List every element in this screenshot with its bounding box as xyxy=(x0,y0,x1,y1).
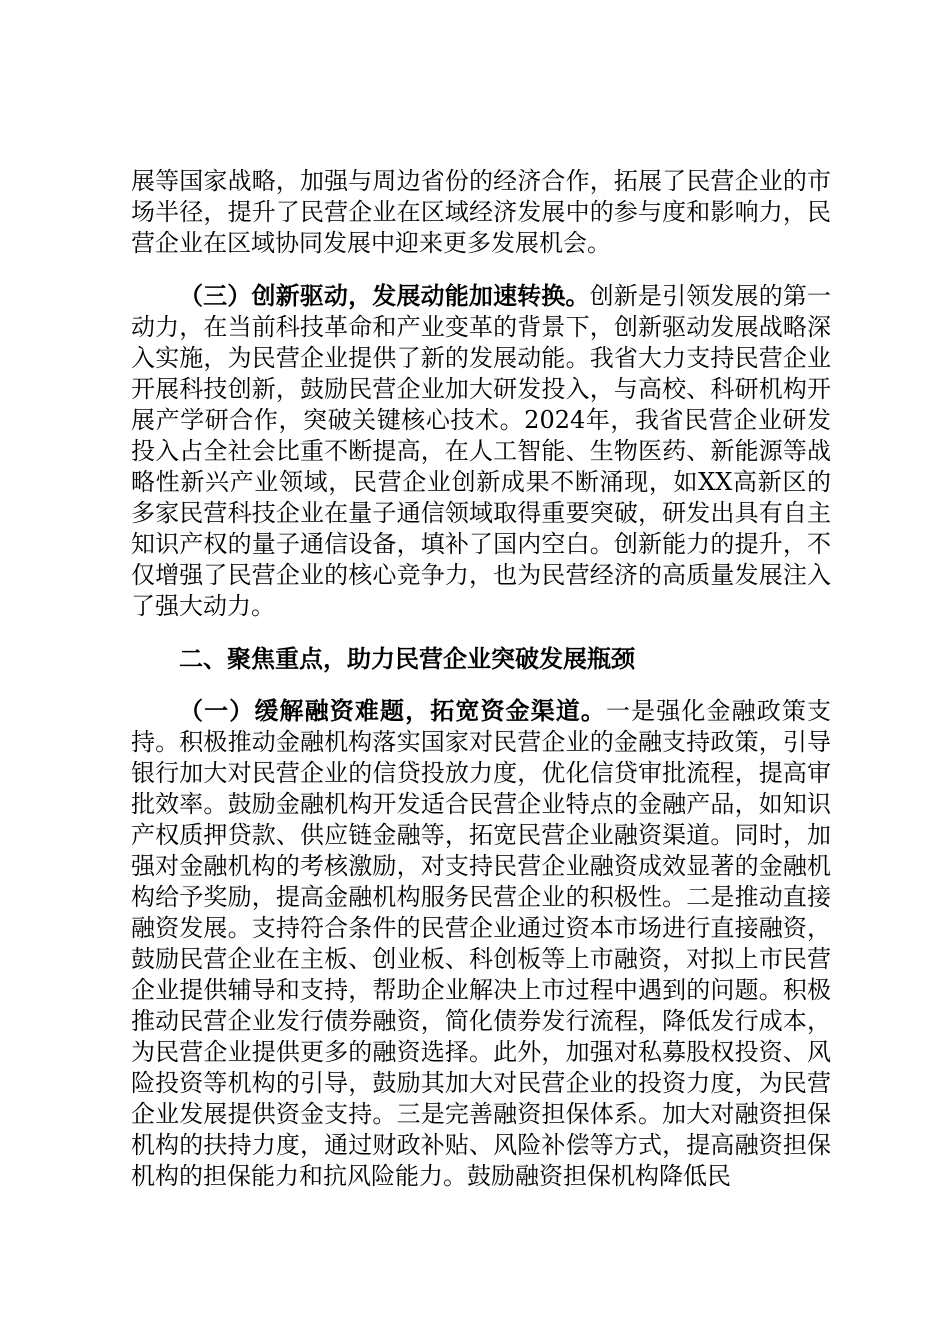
section-subtitle-financing: （一）缓解融资难题，拓宽资金渠道。 xyxy=(179,696,607,725)
paragraph-innovation xyxy=(131,280,831,622)
paragraph-financing xyxy=(131,695,831,1192)
paragraph-text: 创新是引领发展的第一动力，在当前科技革命和产业变革的背景下，创新驱动发展战略深入实施，为民营企业提供了新的发展动能。我省大力支持民营企业开展科技创新，鼓励民营企业加大研发投入，与高校、科研机构开展产学研合作，突破关键核心技术。2024年，我省民营企业研发投入占全社会比重不断提高，在人工智能、生物医药、新能源等战略性新兴产业领域，民营企业创新成果不断涌现，如XX高新区的多家民营科技企业在量子通信领域取得重要突破，研发出具有自主知识产权的量子通信设备，填补了国内空白。创新能力的提升，不仅增强了民营企业的核心竞争力，也为民营经济的高质量发展注入了强大动力。 xyxy=(131,282,832,620)
section-subtitle-innovation: （三）创新驱动，发展动能加速转换。 xyxy=(179,281,590,310)
document-body xyxy=(131,166,831,1192)
paragraph-text: 一是强化金融政策支持。积极推动金融机构落实国家对民营企业的金融支持政策，引导银行加大对民营企业的信贷投放力度，优化信贷审批流程，提高审批效率。鼓励金融机构开发适合民营企业特点的金融产品，如知识产权质押贷款、供应链金融等，拓宽民营企业融资渠道。同时，加强对金融机构的考核激励，对支持民营企业融资成效显著的金融机构给予奖励，提高金融机构服务民营企业的积极性。二是推动直接融资发展。支持符合条件的民营企业通过资本市场进行直接融资，鼓励民营企业在主板、创业板、科创板等上市融资，对拟上市民营企业提供辅导和支持，帮助企业解决上市过程中遇到的问题。积极推动民营企业发行债券融资，简化债券发行流程，降低发行成本，为民营企业提供更多的融资选择。此外，加强对私募股权投资、风险投资等机构的引导，鼓励其加大对民营企业的投资力度，为民营企业发展提供资金支持。三是完善融资担保体系。加大对融资担保机构的扶持力度，通过财政补贴、风险补偿等方式，提高融资担保机构的担保能力和抗风险能力。鼓励融资担保机构降低民 xyxy=(131,697,832,1190)
section-heading-2: 二、聚焦重点，助力民营企业突破发展瓶颈 xyxy=(179,644,635,673)
paragraph-text: 展等国家战略，加强与周边省份的经济合作，拓展了民营企业的市场半径，提升了民营企业在区域经济发展中的参与度和影响力，民营企业在区域协同发展中迎来更多发展机会。 xyxy=(131,167,831,257)
paragraph-regional-development xyxy=(131,166,831,259)
